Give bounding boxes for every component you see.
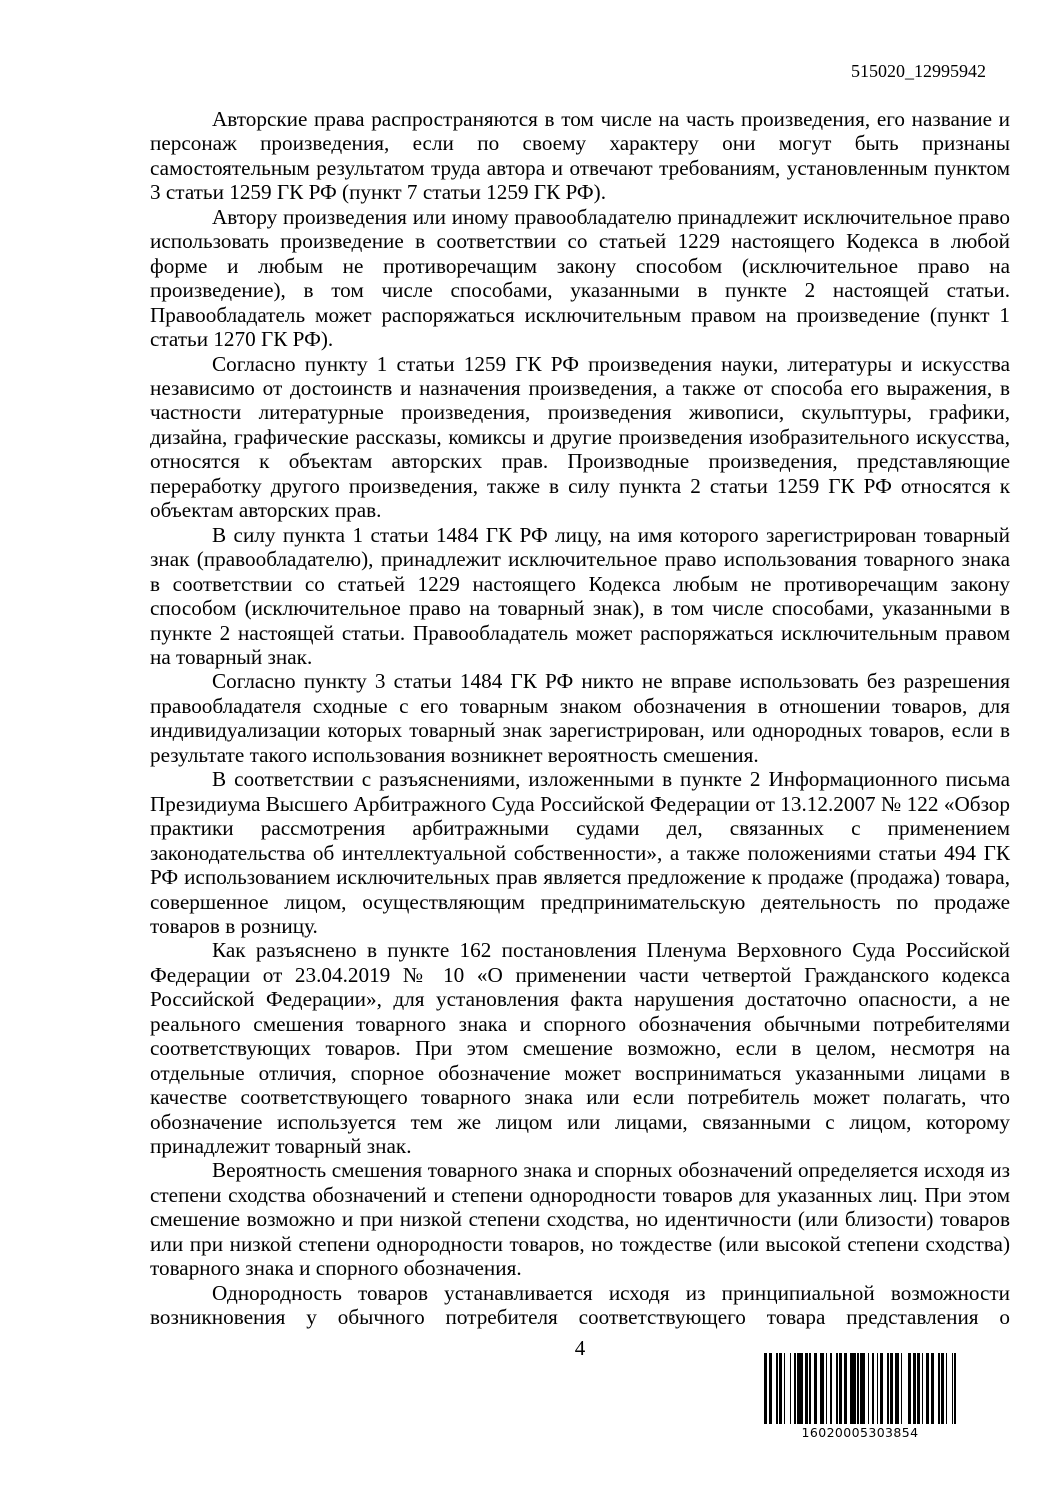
page-number: 4: [574, 1336, 586, 1360]
document-number: 515020_12995942: [851, 61, 986, 81]
document-body: [150, 107, 1010, 1330]
paragraph-plenum-162: Как разъяснено в пункте 162 постановления Пленума Верховного Суда Российской Федерации от 23.04.2019 № 10 «О применении части четвертой Гражданского кодекса Российской Федерации», для установления факта нарушения достаточно опасности, а не реального смешения товарного знака и спорного обозначения обычными потребителями соответствующих товаров. При этом смешение возможно, если в целом, несмотря на отдельные отличия, спорное обозначение может восприниматься указанными лицами в качестве соответствующего товарного знака или если потребитель может полагать, что обозначение используется тем же лицом или лицами, связанными с лицом, которому принадлежит товарный знак.: [150, 938, 1010, 1159]
paragraph-author-rights: Автору произведения или иному правообладателю принадлежит исключительное право использовать произведение в соответствии со статьей 1229 настоящего Кодекса в любой форме и любым не противоречащим закону способом (исключительное право на произведение), в том числе способами, указанными в пункте 2 настоящей статьи. Правообладатель может распоряжаться исключительным правом на произведение (пункт 1 статьи 1270 ГК РФ).: [150, 204, 1010, 352]
barcode-bars-icon: [764, 1353, 956, 1424]
paragraph-article-1484-p3: Согласно пункту 3 статьи 1484 ГК РФ никто не вправе использовать без разрешения правообладателя сходные с его товарным знаком обозначения в отношении товаров, для индивидуализации которых товарный знак зарегистрирован, или однородных товаров, если в результате такого использования возникнет вероятность смешения.: [150, 669, 1010, 767]
paragraph-article-1259: Согласно пункту 1 статьи 1259 ГК РФ произведения науки, литературы и искусства независимо от достоинств и назначения произведения, а также от способа его выражения, в частности литературные произведения, произведения живописи, скульптуры, графики, дизайна, графические рассказы, комиксы и другие произведения изобразительного искусства, относятся к объектам авторских прав. Производные произведения, представляющие переработку другого произведения, также в силу пункта 2 статьи 1259 ГК РФ относятся к объектам авторских прав.: [150, 351, 1010, 523]
paragraph-goods-homogeneity: Однородность товаров устанавливается исходя из принципиальной возможности возникновения у обычного потребителя соответствующего товара представления о: [150, 1280, 1010, 1330]
barcode-number: 16020005303854: [801, 1425, 919, 1440]
paragraph-confusion-degree: Вероятность смешения товарного знака и спорных обозначений определяется исходя из степени сходства обозначений и степени однородности товаров для указанных лиц. При этом смешение возможно и при низкой степени сходства, но идентичности (или близости) товаров или при низкой степени однородности товаров, но тождестве (или высокой степени сходства) товарного знака и спорного обозначения.: [150, 1158, 1010, 1281]
paragraph-copyright-scope: Авторские права распространяются в том числе на часть произведения, его название и персонаж произведения, если по своему характеру они могут быть признаны самостоятельным результатом труда автора и отвечают требованиям, установленным пунктом 3 статьи 1259 ГК РФ (пункт 7 статьи 1259 ГК РФ).: [150, 107, 1010, 205]
barcode: [764, 1353, 956, 1440]
paragraph-info-letter-122: В соответствии с разъяснениями, изложенными в пункте 2 Информационного письма Президиума Высшего Арбитражного Суда Российской Федерации от 13.12.2007 № 122 «Обзор практики рассмотрения арбитражными судами дел, связанных с применением законодательства об интеллектуальной собственности», а также положениями статьи 494 ГК РФ использованием исключительных прав является предложение к продаже (продажа) товара, совершенное лицом, осуществляющим предпринимательскую деятельность по продаже товаров в розницу.: [150, 767, 1010, 938]
paragraph-article-1484-p1: В силу пункта 1 статьи 1484 ГК РФ лицу, на имя которого зарегистрирован товарный знак (правообладателю), принадлежит исключительное право использования товарного знака в соответствии со статьей 1229 настоящего Кодекса любым не противоречащим закону способом (исключительное право на товарный знак), в том числе способами, указанными в пункте 2 настоящей статьи. Правообладатель может распоряжаться исключительным правом на товарный знак.: [150, 522, 1010, 669]
